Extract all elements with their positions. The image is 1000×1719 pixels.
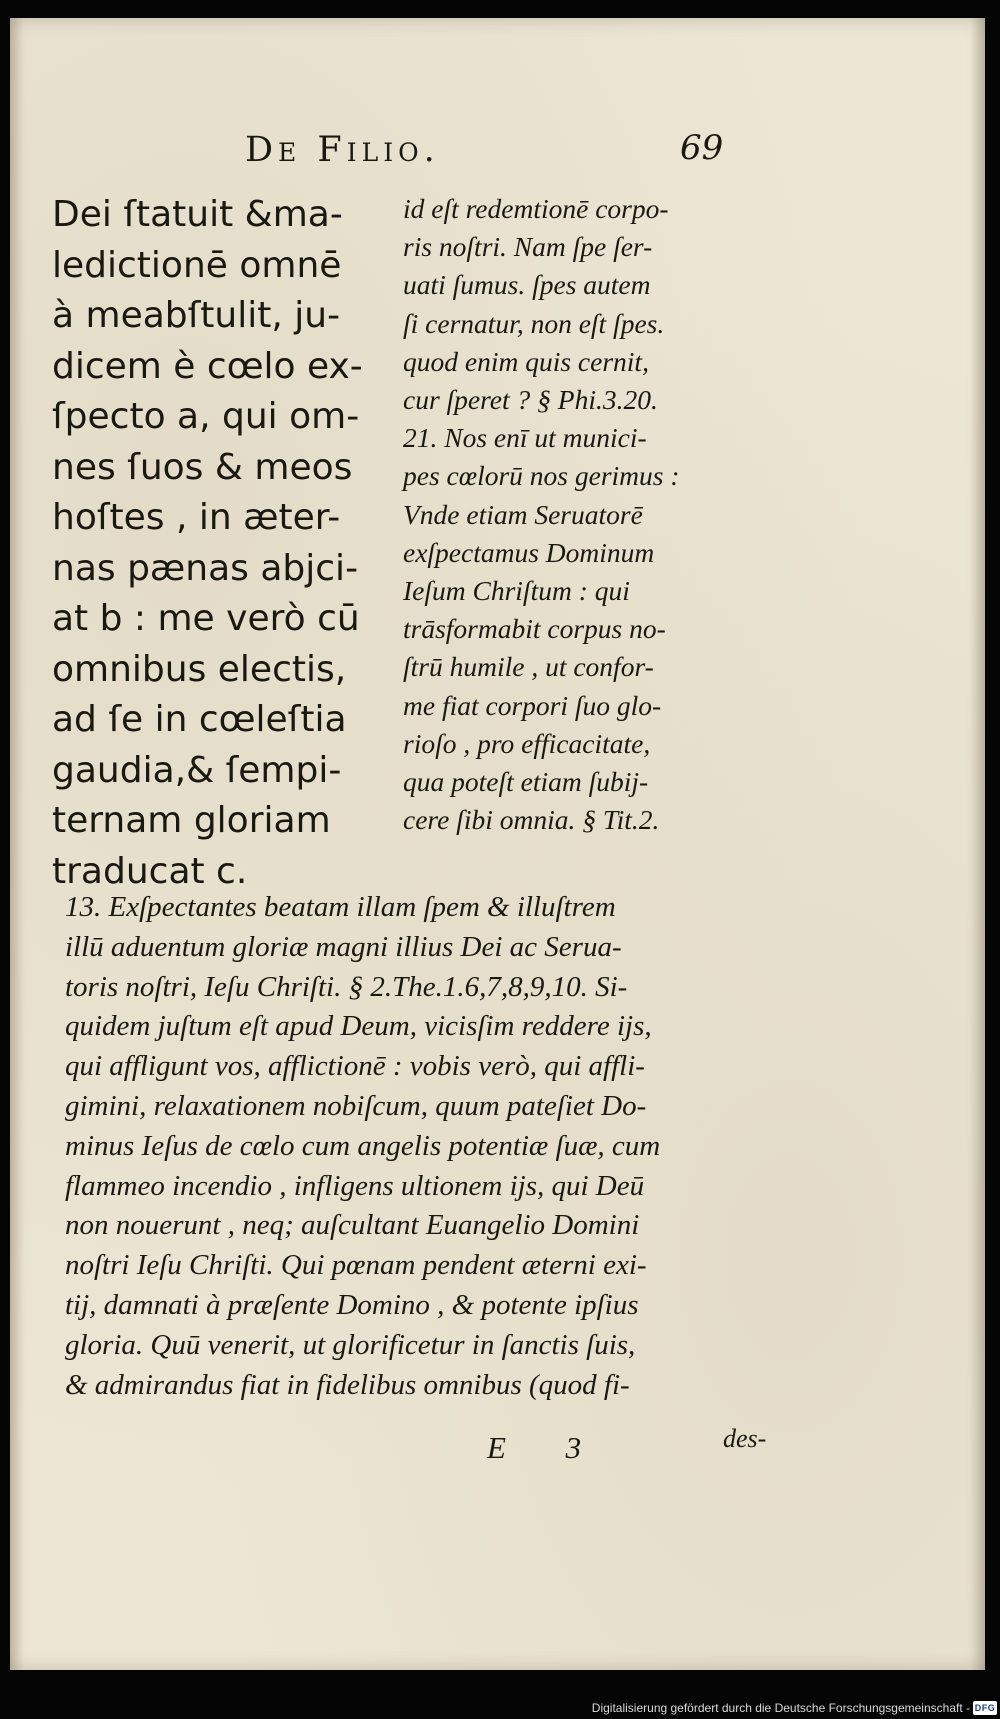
page-number: 69 bbox=[680, 128, 724, 168]
full-line: toris noſtri, Ieſu Chriſti. § 2.The.1.6,7,8,9,10. Si- bbox=[65, 970, 628, 1003]
right-line: uati ſumus. ſpes autem bbox=[403, 269, 651, 301]
full-line: quidem juſtum eſt apud Deum, vicisſim reddere ijs, bbox=[65, 1010, 652, 1043]
full-line: 13. Exſpectantes beatam illam ſpem & illuſtrem bbox=[65, 891, 616, 923]
full-line: noſtri Ieſu Chriſti. Qui pœnam pendent æterni exi- bbox=[65, 1249, 647, 1282]
right-line: qua poteſt etiam ſubij- bbox=[403, 766, 649, 798]
catchword: des- bbox=[723, 1424, 767, 1453]
right-line: trāsformabit corpus no- bbox=[403, 613, 666, 645]
left-line: gaudia,& ſempi- bbox=[52, 749, 342, 791]
right-line: ſtrū humile , ut confor- bbox=[403, 651, 654, 683]
full-line: illū aduentum gloriæ magni illius Dei ac Serua- bbox=[65, 930, 622, 963]
full-line: qui affligunt vos, afflictionē : vobis verò, qui affli- bbox=[65, 1050, 645, 1083]
right-line: pes cœlorū nos gerimus : bbox=[403, 460, 680, 492]
right-line: id eſt redemtionē corpo- bbox=[403, 193, 669, 224]
left-line: ſpecto a, qui om- bbox=[52, 396, 360, 437]
full-line: & admirandus fiat in fidelibus omnibus (quod fi- bbox=[65, 1368, 630, 1401]
right-line: rioſo , pro efficacitate, bbox=[403, 727, 651, 759]
right-column bbox=[403, 190, 738, 839]
right-line: ris noſtri. Nam ſpe ſer- bbox=[403, 231, 653, 263]
left-line: traducat c. bbox=[52, 850, 248, 892]
left-line: dicem è cœlo ex- bbox=[52, 345, 363, 387]
full-line: flammeo incendio , infligens ultionem ijs, qui Deū bbox=[65, 1169, 645, 1202]
footer-bar bbox=[0, 1700, 1000, 1719]
right-line: ſi cernatur, non eſt ſpes. bbox=[403, 307, 665, 339]
right-line: quod enim quis cernit, bbox=[403, 345, 649, 377]
left-line: ternam gloriam bbox=[52, 800, 331, 841]
book-page bbox=[10, 18, 985, 1670]
full-width-text bbox=[65, 888, 765, 1405]
full-line: non nouerunt , neq; auſcultant Euangelio Domini bbox=[65, 1209, 640, 1242]
left-line: ledictionē omnē bbox=[52, 244, 342, 286]
left-column bbox=[52, 190, 382, 897]
right-line: cere ſibi omnia. § Tit.2. bbox=[403, 804, 660, 836]
left-line: ad ſe in cœleſtia bbox=[52, 699, 347, 740]
full-line: tij, damnati à præſente Domino , & potente ipſius bbox=[65, 1288, 639, 1321]
full-line: minus Ieſus de cœlo cum angelis potentiæ ſuæ, cum bbox=[65, 1129, 661, 1162]
right-line: Ieſum Chriſtum : qui bbox=[403, 575, 630, 607]
running-head: De Filio. bbox=[245, 130, 440, 170]
right-line: 21. Nos enī ut munici- bbox=[403, 422, 647, 454]
dfg-logo: DFG bbox=[974, 1703, 996, 1713]
left-line: at b : me verò cū bbox=[52, 598, 360, 639]
full-line: gloria. Quū venerit, ut glorificetur in ſanctis ſuis, bbox=[65, 1328, 636, 1361]
signature-mark: E 3 bbox=[487, 1430, 608, 1465]
left-line: Dei ſtatuit &ma- bbox=[52, 194, 343, 235]
footer-credit: Digitalisierung gefördert durch die Deutsche Forschungsgemeinschaft - bbox=[591, 1701, 970, 1715]
full-line: gimini, relaxationem nobiſcum, quum pateſiet Do- bbox=[65, 1089, 647, 1122]
right-line: me fiat corpori ſuo glo- bbox=[403, 689, 662, 721]
right-line: cur ſperet ? § Phi.3.20. bbox=[403, 384, 658, 416]
left-line: omnibus electis, bbox=[52, 648, 347, 690]
left-line: nas pænas abjci- bbox=[52, 547, 359, 589]
left-line: nes ſuos & meos bbox=[52, 446, 353, 488]
left-line: à meabſtulit, ju- bbox=[52, 295, 341, 336]
right-line: Vnde etiam Seruatorē bbox=[403, 498, 643, 530]
right-line: exſpectamus Dominum bbox=[403, 536, 655, 568]
left-line: hoſtes , in æter- bbox=[52, 497, 341, 538]
